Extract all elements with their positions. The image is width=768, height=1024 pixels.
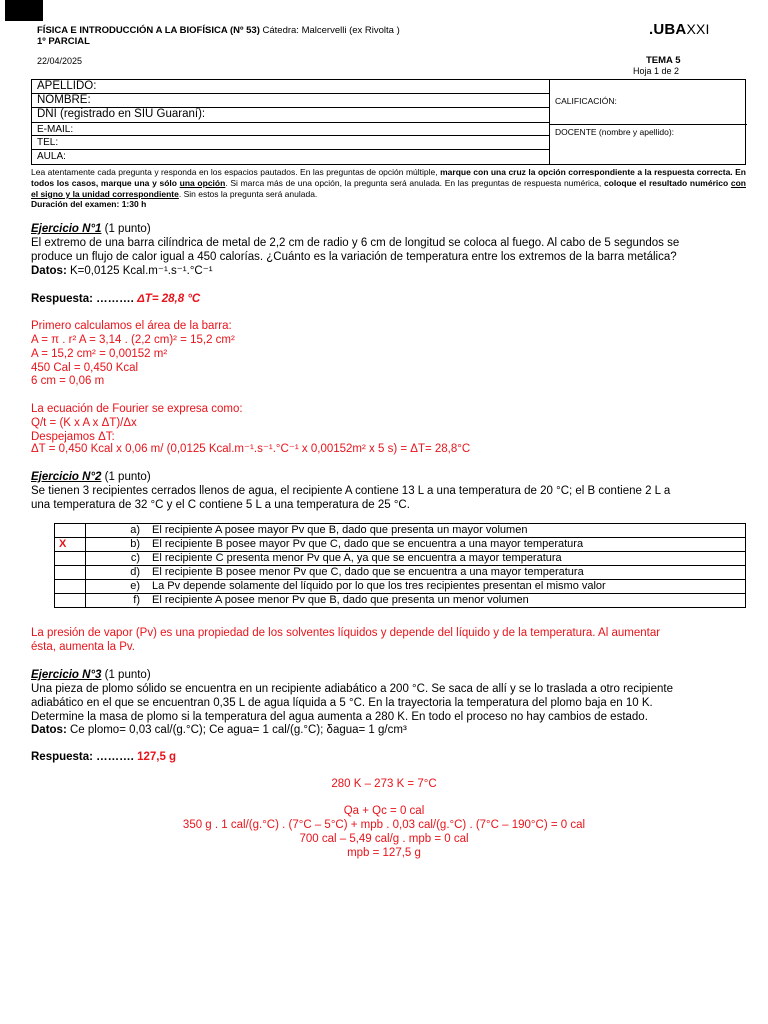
option-mark[interactable] <box>55 552 86 566</box>
option-mark[interactable] <box>55 580 86 594</box>
ex2-statement-2: una temperatura de 32 °C y el C contiene 5 L a una temperatura de 25 °C. <box>31 499 410 511</box>
option-mark[interactable] <box>55 524 86 538</box>
ex1-statement-1: El extremo de una barra cilíndrica de metal de 2,2 cm de radio y 6 cm de longitud se coloca al fuego. Al cabo de 5 segundos se <box>31 237 680 249</box>
ex3-solution-line: 280 K – 273 K = 7°C <box>331 778 437 790</box>
instructions: Lea atentamente cada pregunta y responda en los espacios pautados. En las preguntas de opción múltiple, marque con una cruz la opción correspondiente a la respuesta correcta. En todos los casos, marque una y sólo una opción. Si marca más de una opción, la pregunta será anulada. En las preguntas de respuesta numérica, coloque el resultado numérico con el signo y la unidad correspondiente. Sin estos la pregunta será anulada. <box>31 167 746 199</box>
ex1-solution-line: Primero calculamos el área de la barra: <box>31 320 232 332</box>
ex1-solution-line: 6 cm = 0,06 m <box>31 375 105 387</box>
ex2-options-table <box>54 523 746 608</box>
ex1-fourier-line: La ecuación de Fourier se expresa como: <box>31 403 243 415</box>
ex1-answer: Respuesta: ………. ΔT= 28,8 °C <box>31 293 201 305</box>
exam-name: 1º PARCIAL <box>37 36 90 47</box>
option-mark[interactable] <box>55 566 86 580</box>
dni-field[interactable]: DNI (registrado en SIU Guaraní): <box>32 108 549 123</box>
page-indicator: Hoja 1 de 2 <box>633 66 680 76</box>
aula-field[interactable]: AULA: <box>37 151 66 162</box>
ex1-datos: Datos: K=0,0125 Kcal.m⁻¹.s⁻¹.°C⁻¹ <box>31 265 213 277</box>
ex2-explanation-1: La presión de vapor (Pv) es una propiedad de los solventes líquidos y depende del líquido y de la temperatura. Al aumentar <box>31 627 661 639</box>
option-label: b) <box>86 538 149 552</box>
ex3-answer: Respuesta: ………. 127,5 g <box>31 751 177 763</box>
ex1-heading: Ejercicio N°1 (1 punto) <box>31 223 151 235</box>
option-label: c) <box>86 552 149 566</box>
ex3-heading: Ejercicio N°3 (1 punto) <box>31 669 151 681</box>
option-mark[interactable]: X <box>55 538 86 552</box>
ex3-datos: Datos: Ce plomo= 0,03 cal/(g.°C); Ce agua= 1 cal/(g.°C); δagua= 1 g/cm³ <box>31 724 407 736</box>
option-row[interactable] <box>55 524 746 538</box>
ex1-solution-line: 450 Cal = 0,450 Kcal <box>31 362 139 374</box>
option-text: El recipiente C presenta menor Pv que A, ya que se encuentra a mayor temperatura <box>148 552 746 566</box>
exam-duration: Duración del examen: 1:30 h <box>31 199 147 209</box>
option-mark[interactable] <box>55 594 86 608</box>
option-label: e) <box>86 580 149 594</box>
ex2-explanation-2: ésta, aumenta la Pv. <box>31 641 135 653</box>
option-text: El recipiente A posee menor Pv que B, dado que presenta un menor volumen <box>148 594 746 608</box>
apellido-field[interactable]: APELLIDO: <box>32 80 549 94</box>
docente-cell: DOCENTE (nombre y apellido): <box>555 127 675 137</box>
ex1-fourier-line: ΔT = 0,450 Kcal x 0,06 m/ (0,0125 Kcal.m⁻¹.s⁻¹.°C⁻¹ x 0,00152m² x 5 s) = ΔT= 28,8°C <box>31 443 471 455</box>
course-title: FÍSICA E INTRODUCCIÓN A LA BIOFÍSICA (Nº 53) Cátedra: Malcervelli (ex Rivolta ) <box>37 25 400 36</box>
nombre-field[interactable]: NOMBRE: <box>32 94 549 108</box>
student-id-table <box>31 79 746 165</box>
option-text: El recipiente B posee menor Pv que C, dado que se encuentra a una mayor temperatura <box>148 566 746 580</box>
option-row[interactable] <box>55 538 746 552</box>
ex1-solution-line: A = π . r² A = 3,14 . (2,2 cm)² = 15,2 cm² <box>31 334 235 346</box>
exam-date: 22/04/2025 <box>37 56 83 66</box>
ex2-statement-1: Se tienen 3 recipientes cerrados llenos de agua, el recipiente A contiene 13 L a una temperatura de 20 °C; el B contiene 2 L a <box>31 485 671 497</box>
ex3-solution-line: Qa + Qc = 0 cal <box>343 805 425 817</box>
ex1-solution-line: A = 15,2 cm² = 0,00152 m² <box>31 348 168 360</box>
option-row[interactable] <box>55 552 746 566</box>
option-label: d) <box>86 566 149 580</box>
ex3-solution-line: mpb = 127,5 g <box>347 847 421 859</box>
option-text: La Pv depende solamente del líquido por lo que los tres recipientes presentan el mismo valor <box>148 580 746 594</box>
ex1-statement-2: produce un flujo de calor igual a 450 calorías. ¿Cuánto es la variación de temperatura entre los extremos de la barra metálica? <box>31 251 677 263</box>
calificacion-cell: CALIFICACIÓN: <box>550 80 747 125</box>
option-text: El recipiente B posee mayor Pv que C, dado que se encuentra a una mayor temperatura <box>148 538 746 552</box>
ex3-statement-1: Una pieza de plomo sólido se encuentra en un recipiente adiabático a 200 °C. Se saca de allí y se lo traslada a otro recipiente <box>31 683 673 695</box>
option-row[interactable] <box>55 594 746 608</box>
option-text: El recipiente A posee mayor Pv que B, dado que presenta un mayor volumen <box>148 524 746 538</box>
student-fields <box>32 80 550 164</box>
option-row[interactable] <box>55 566 746 580</box>
option-label: f) <box>86 594 149 608</box>
tel-field[interactable]: TEL: <box>32 136 549 150</box>
ex3-statement-2: adiabático en el que se encuentran 0,35 L de agua líquida a 5 °C. En la trayectoria la temperatura del plomo baja en 10 K. <box>31 697 653 709</box>
ex3-solution-line: 700 cal – 5,49 cal/g . mpb = 0 cal <box>299 833 469 845</box>
ex1-fourier-line: Q/t = (K x A x ΔT)/Δx <box>31 417 137 429</box>
tema-label: TEMA 5 <box>646 55 681 66</box>
ex3-statement-3: Determine la masa de plomo si la temperatura del agua aumenta a 280 K. En todo el proceso no hay cambios de estado. <box>31 711 648 723</box>
redaction-block <box>5 0 43 21</box>
ex3-solution-line: 350 g . 1 cal/(g.°C) . (7°C – 5°C) + mpb . 0,03 cal/(g.°C) . (7°C – 190°C) = 0 cal <box>182 819 586 831</box>
option-label: a) <box>86 524 149 538</box>
ex2-heading: Ejercicio N°2 (1 punto) <box>31 471 151 483</box>
option-row[interactable] <box>55 580 746 594</box>
ex1-fourier-line: Despejamos ΔT: <box>31 431 115 443</box>
email-field[interactable]: E-MAIL: <box>32 123 549 136</box>
uba-xxi-logo: .UBAXXI <box>649 21 710 38</box>
